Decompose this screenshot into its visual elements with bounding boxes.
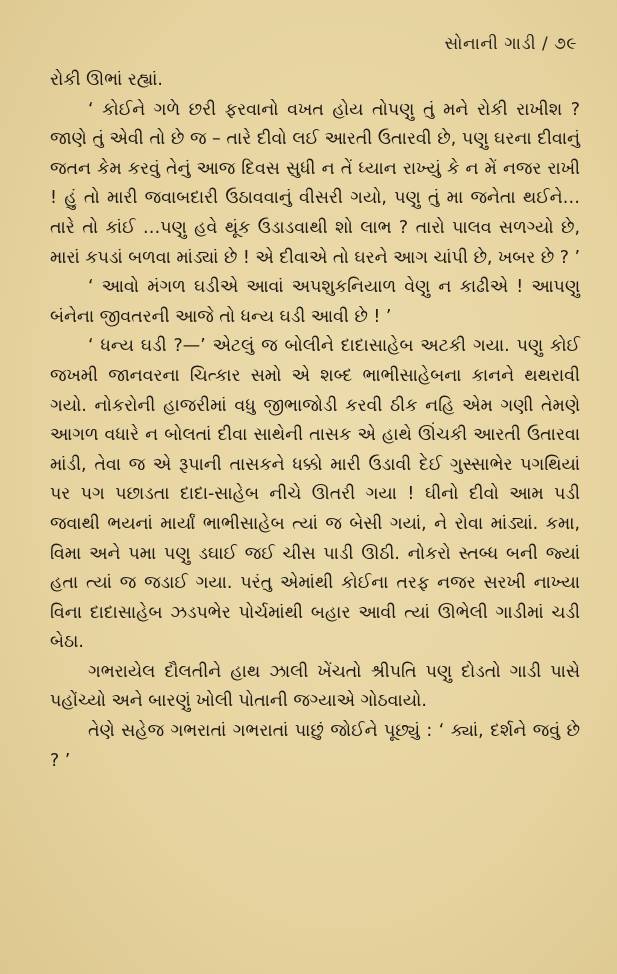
running-head: સોનાની ગાડી / ૭૯ [444, 34, 577, 54]
paragraph: ગભરાયેલ દૌલતીને હાથ ઝાલી ખેંચતો શ્રીપતિ પણુ દોડતો ગાડી પાસે પહોંચ્યો અને બારણું ખોલી પોતાની જગ્યાએ ગોઠવાયો. [50, 661, 580, 712]
paragraph: રોકી ઊભાં રહ્યાં. [50, 70, 163, 90]
paragraph: ‘ આવો મંગળ ઘડીએ આવાં અપશુકનિયાળ વેણુ ન કાઢીએ ! આપણુ બંનેના જીવતરની આજે તો ધન્ય ઘડી આવી છે ! ’ [50, 277, 580, 327]
paragraph: તેણે સહેજ ગભરાતાં ગભરાતાં પાછું જોઈને પૂછ્યું : ‘ ક્યાં, દર્શને જવું છે ? ’ [50, 721, 580, 771]
paragraph: ‘ ધન્ય ઘડી ?—’ એટલું જ બોલીને દાદાસાહેબ અટકી ગયા. પણુ કોઈ જખમી જાનવરના ચિત્કાર સમો એ શબ્દ ભાભીસાહેબના કાનને થથરાવી ગયો. નોકરોની હાજરીમાં વધુ જીભાજોડી કરવી ઠીક નહિ એમ ગણી તેમણે આગળ વધારે ન બોલતાં દીવા સાથેની તાસક એ હાથે ઊંચકી આરતી ઉતારવા માંડી, તેવા જ એ રૂપાની તાસકને ધક્કો મારી ઉડાવી દેઈ ગુસ્સાભેર પગથિયાં પર પગ પછાડતા દાદા-સાહેબ નીચે ઊતરી ગયા ! ઘીનો દીવો આમ પડી જવાથી ભયનાં માર્યાં ભાભીસાહેબ ત્યાં જ બેસી ગયાં, ને રોવા માંડ્યાં. કમા, વિમા અને પમા પણુ ડઘાઈ જઈ ચીસ પાડી ઊઠી. નોકરો સ્તબ્ધ બની જ્યાં હતા ત્યાં જ જડાઈ ગયા. પરંતુ એમાંથી કોઈના તરફ નજર સરખી નાખ્યા વિના દાદાસાહેબ ઝડપભેર પોર્ચમાંથી બહાર આવી ત્યાં ઊભેલી ગાડીમાં ચડી બેઠા. [50, 336, 580, 653]
paragraph: ‘ કોઈને ગળે છરી ફરવાનો વખત હોય તોપણુ તું મને રોકી રાખીશ ? જાણે તું એવી તો છે જ – તારે દીવો લઈ આરતી ઉતારવી છે, પણુ ઘરના દીવાનું જતન કેમ કરવું તેનું આજ દિવસ સુધી ન તેં ધ્યાન રાખ્યું કે ન મેં નજર રાખી ! હું તો મારી જવાબદારી ઉઠાવવાનું વીસરી ગયો, પણુ તું મા જનેતા થઈને…તારે તો કાંઈ …પણુ હવે થૂંક ઉડાડવાથી શો લાભ ? તારો પાલવ સળગ્યો છે, મારાં કપડાં બળવા માંડ્યાં છે ! એ દીવાએ તો ઘરને આગ ચાંપી છે, ખબર છે ? ’ [50, 99, 580, 268]
body-text [50, 66, 580, 776]
